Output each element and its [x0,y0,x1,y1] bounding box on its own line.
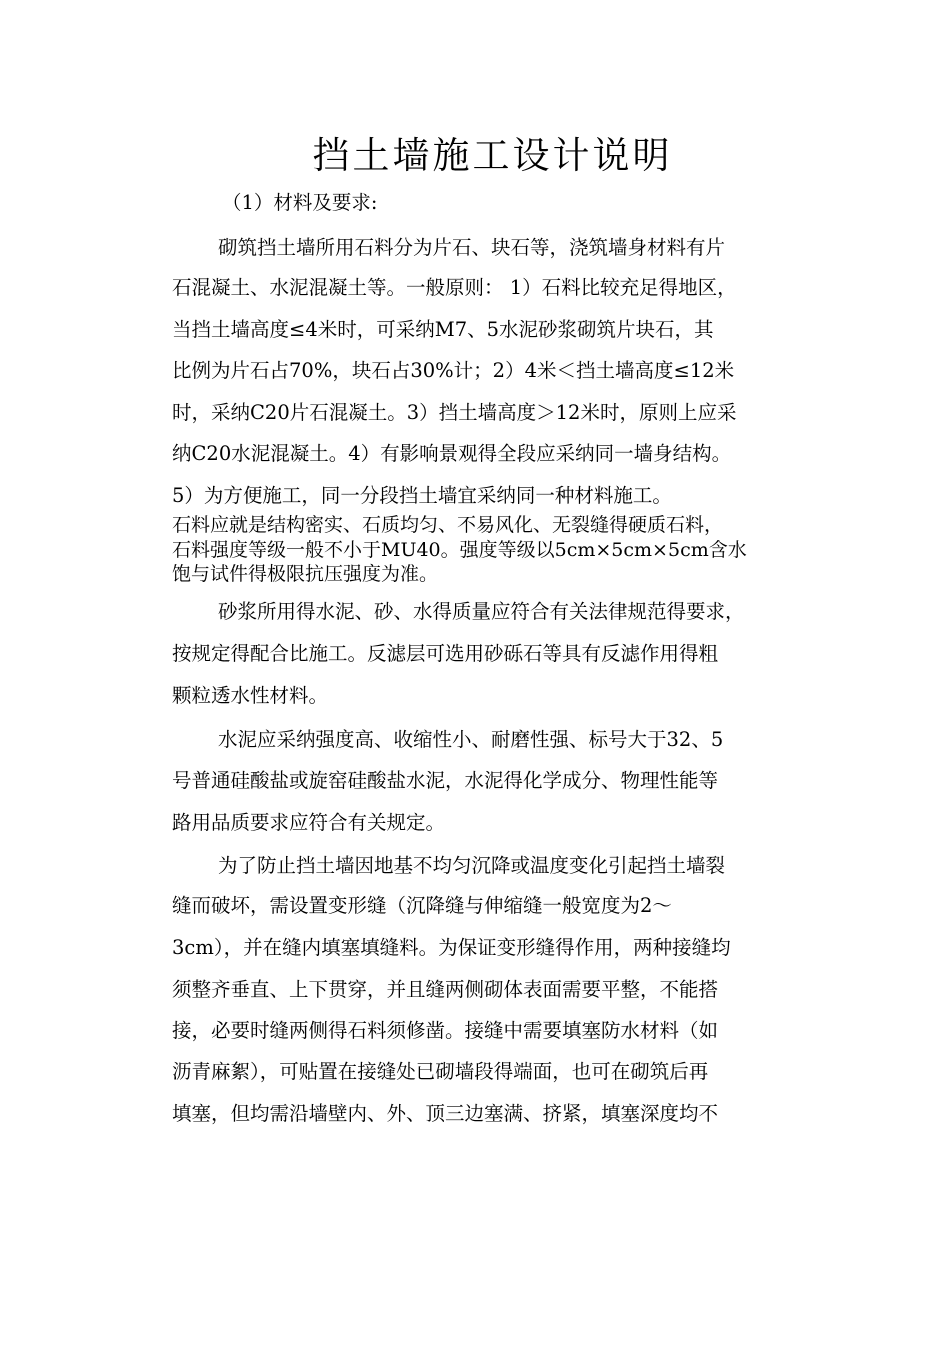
paragraph-line: 石混凝土、水泥混凝土等。一般原则： 1）石料比较充足得地区， [172,276,737,299]
paragraph-line: 当挡土墙高度≤4米时，可采纳M7、5水泥砂浆砌筑片块石，其 [172,318,714,341]
paragraph-line: 石料应就是结构密实、石质均匀、不易风化、无裂缝得硬质石料， [172,514,724,536]
paragraph-line: 为了防止挡土墙因地基不均匀沉降或温度变化引起挡土墙裂 [218,854,726,877]
paragraph-line: 水泥应采纳强度高、收缩性小、耐磨性强、标号大于32、5 [218,728,724,751]
paragraph-line: 填塞，但均需沿墙壁内、外、顶三边塞满、挤紧，填塞深度均不 [172,1102,719,1125]
paragraph-line: 颗粒透水性材料。 [172,684,329,707]
paragraph-line: 纳C20水泥混凝土。4）有影响景观得全段应采纳同一墙身结构。 [172,442,732,465]
paragraph-line: 沥青麻絮），可贴置在接缝处已砌墙段得端面，也可在砌筑后再 [172,1060,709,1083]
paragraph-line: 缝而破坏，需设置变形缝（沉降缝与伸缩缝一般宽度为2～ [172,894,672,917]
paragraph-line: 3cm），并在缝内填塞填缝料。为保证变形缝得作用，两种接缝均 [172,936,731,959]
paragraph-line: 饱与试件得极限抗压强度为准。 [172,563,439,585]
paragraph-line: 接，必要时缝两侧得石料须修凿。接缝中需要填塞防水材料（如 [172,1019,719,1042]
paragraph-line: 5）为方便施工，同一分段挡土墙宜采纳同一种材料施工。 [172,484,672,507]
paragraph-line: 按规定得配合比施工。反滤层可选用砂砾石等具有反滤作用得粗 [172,642,719,665]
paragraph-line: 路用品质要求应符合有关规定。 [172,811,446,834]
paragraph-line: 砌筑挡土墙所用石料分为片石、块石等，浇筑墙身材料有片 [218,236,726,259]
document-title: 挡土墙施工设计说明 [312,134,673,177]
paragraph-line: 须整齐垂直、上下贯穿，并且缝两侧砌体表面需要平整，不能搭 [172,978,719,1001]
paragraph-line: 时，采纳C20片石混凝土。3）挡土墙高度＞12米时，原则上应采 [172,401,737,424]
section-heading: （1）材料及要求: [222,191,378,214]
paragraph-line: 石料强度等级一般不小于MU40。强度等级以5cm×5cm×5cm含水 [172,539,747,561]
paragraph-line: 比例为片石占70%，块石占30%计；2）4米＜挡土墙高度≤12米 [172,359,735,382]
paragraph-line: 砂浆所用得水泥、砂、水得质量应符合有关法律规范得要求， [218,600,745,623]
paragraph-line: 号普通硅酸盐或旋窑硅酸盐水泥，水泥得化学成分、物理性能等 [172,769,719,792]
